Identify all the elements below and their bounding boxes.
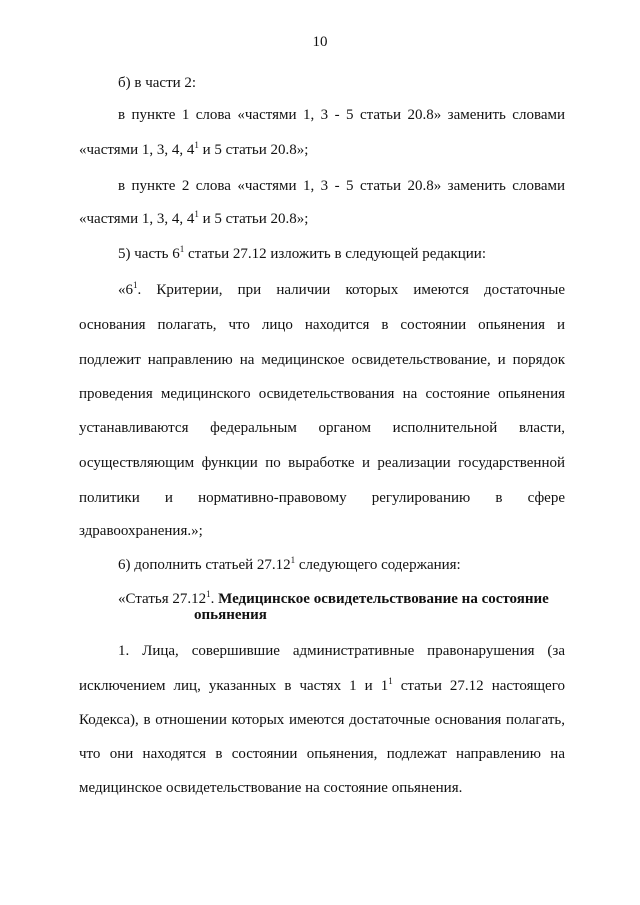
text-line: 5) часть $6^1$ статьи 27.12 изложить в следующей редакции: — [118, 244, 487, 262]
text-line: «частями 1, 3, 4, $4^1$ и 5 статьи 20.8»; — [79, 209, 309, 227]
text-line: исключением лиц, указанных в частях 1 и $1^1$ статьи 27.12 настоящего — [79, 676, 565, 694]
text-line: 6) дополнить статьей 27.12$^1$ следующего содержания: — [118, 555, 461, 573]
text-line: «частями 1, 3, 4, $4^1$ и 5 статьи 20.8»; — [79, 140, 309, 158]
text-line: в пункте 2 слова «частями 1, 3 - 5 статьи 20.8» заменить словами — [118, 178, 565, 194]
text-line: Кодекса), в отношении которых имеются достаточные основания полагать, — [79, 712, 565, 728]
article-heading-continued: опьянения — [194, 607, 267, 623]
text-line: 1. Лица, совершившие административные правонарушения (за — [118, 643, 565, 659]
text-line: здравоохранения.»; — [79, 523, 203, 539]
text-line: медицинское освидетельствование на состояние опьянения. — [79, 780, 463, 796]
text-line: политики и нормативно-правовому регулированию в сфере — [79, 490, 565, 506]
text-line: подлежит направлению на медицинское освидетельствование, и порядок — [79, 352, 565, 368]
text-line: «$6^1$. Критерии, при наличии которых имеются достаточные — [118, 280, 565, 298]
text-line: в пункте 1 слова «частями 1, 3 - 5 статьи 20.8» заменить словами — [118, 107, 565, 123]
text-line: осуществляющим функции по выработке и реализации государственной — [79, 455, 565, 471]
page-number: 10 — [312, 34, 328, 50]
text-line: что они находятся в состоянии опьянения, подлежат направлению на — [79, 746, 565, 762]
text-line: б) в части 2: — [118, 75, 197, 91]
article-heading: «Статья 27.12$^1$. Медицинское освидетельствование на состояние — [118, 589, 549, 607]
text-line: устанавливаются федеральным органом исполнительной власти, — [79, 420, 565, 436]
text-line: основания полагать, что лицо находится в состоянии опьянения и — [79, 317, 565, 333]
text-line: проведения медицинского освидетельствования на состояние опьянения — [79, 386, 565, 402]
